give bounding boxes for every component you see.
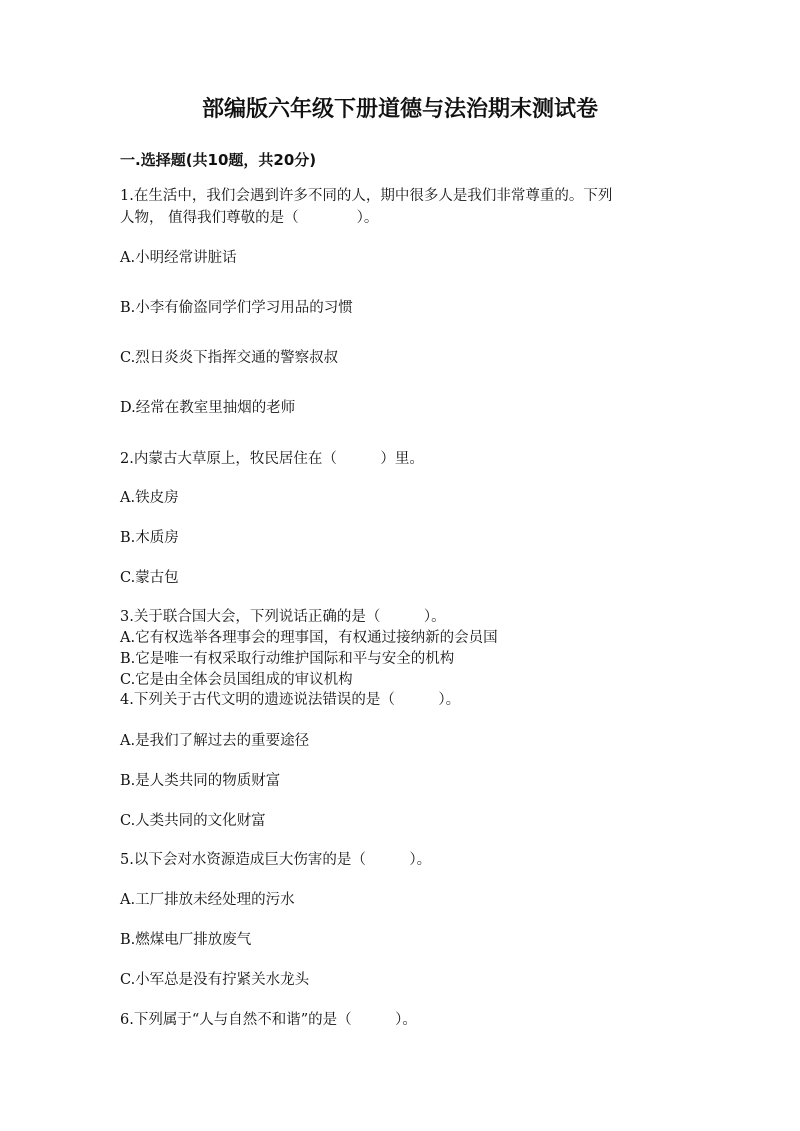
question-2-option-a: A.铁皮房 [120,490,179,506]
question-6-stem: 6.下列属于“人与自然不和谐”的是（ ）。 [120,1012,417,1028]
question-1-option-a: A.小明经常讲脏话 [120,250,237,266]
section-heading: 一.选择题(共10题，共20分) [120,151,317,169]
question-5-option-a: A.工厂排放未经处理的污水 [120,892,295,908]
question-5-option-c: C.小军总是没有拧紧关水龙头 [120,972,310,988]
question-1-option-c: C.烈日炎炎下指挥交通的警察叔叔 [120,350,339,366]
question-3-option-a: A.它有权选举各理事会的理事国，有权通过接纳新的会员国 [120,630,498,646]
question-4-option-b: B.是人类共同的物质财富 [120,773,281,789]
question-4-stem: 4.下列关于古代文明的遗迹说法错误的是（ ）。 [120,692,461,708]
question-1-stem-line-2: 人物， 值得我们尊敬的是（ ）。 [120,210,379,226]
question-2-option-b: B.木质房 [120,530,179,546]
question-1-option-b: B.小李有偷盗同学们学习用品的习惯 [120,300,353,316]
question-3-option-b: B.它是唯一有权采取行动维护国际和平与安全的机构 [120,651,455,667]
question-4-option-a: A.是我们了解过去的重要途径 [120,733,310,749]
question-4-option-c: C.人类共同的文化财富 [120,813,266,829]
question-5-stem: 5.以下会对水资源造成巨大伤害的是（ ）。 [120,852,432,868]
page-title: 部编版六年级下册道德与法治期末测试卷 [201,96,598,122]
question-3-option-c: C.它是由全体会员国组成的审议机构 [120,672,353,688]
question-1-stem-line-1: 1.在生活中，我们会遇到许多不同的人，期中很多人是我们非常尊重的。下列 [120,188,613,204]
question-5-option-b: B.燃煤电厂排放废气 [120,932,252,948]
question-2-stem: 2.内蒙古大草原上，牧民居住在（ ）里。 [120,451,424,467]
question-2-option-c: C.蒙古包 [120,570,179,586]
question-3-stem: 3.关于联合国大会，下列说话正确的是（ ）。 [120,609,446,625]
question-1-option-d: D.经常在教室里抽烟的老师 [120,400,296,416]
